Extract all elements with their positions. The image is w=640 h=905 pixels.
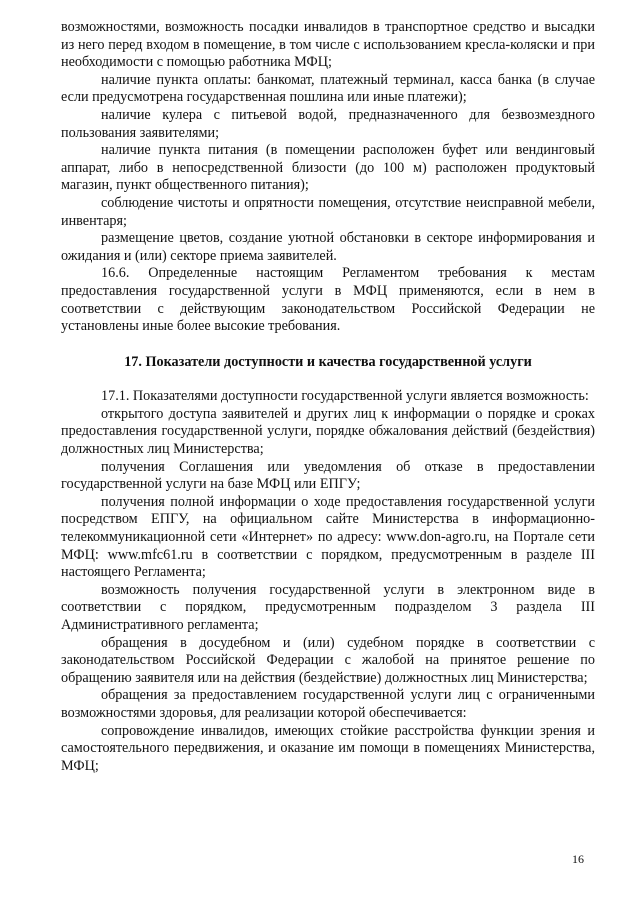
paragraph-16-6: 16.6. Определенные настоящим Регламентом требования к местам предоставления государственной услуги в МФЦ применяются, если в нем в соответствии с действующим законодательством Российской Федерации не установлены иные более высокие требования. bbox=[61, 265, 595, 335]
paragraph-food-point: наличие пункта питания (в помещении расположен буфет или вендинговый аппарат, либо в непосредственной близости (до 100 м) расположен продуктовый магазин, пункт общественного питания); bbox=[61, 142, 595, 194]
section-heading: 17. Показатели доступности и качества государственной услуги bbox=[124, 353, 532, 370]
paragraph-disabled-access: обращения за предоставлением государственной услуги лиц с ограниченными возможностями здоровья, для реализации которой обеспечивается: bbox=[61, 687, 595, 721]
paragraph-appeal: обращения в досудебном и (или) судебном порядке в соответствии с законодательством Российской Федерации с жалобой на принятое решение по обращению заявителя или на действия (бездействие) должностных лиц Министерства; bbox=[61, 634, 595, 686]
paragraph-payment-point: наличие пункта оплаты: банкомат, платежный терминал, касса банка (в случае если предусмотрена государственная пошлина или иные платежи); bbox=[61, 71, 595, 106]
paragraph-electronic: возможность получения государственной услуги в электронном виде в соответствии с порядком, предусмотренным подразделом 3 раздела III Административного регламента; bbox=[61, 581, 595, 633]
paragraph-cleanliness: соблюдение чистоты и опрятности помещения, отсутствие неисправной мебели, инвентаря; bbox=[61, 194, 595, 229]
paragraph-17-1: 17.1. Показателями доступности государственной услуги является возможность: bbox=[101, 388, 589, 405]
page-number: 16 bbox=[572, 852, 584, 866]
paragraph-continuation: возможностями, возможность посадки инвалидов в транспортное средство и высадки из него перед входом в помещение, в том числе с использованием кресла-коляски и при необходимости с помощью работника МФЦ; bbox=[61, 19, 595, 71]
paragraph-water-cooler: наличие кулера с питьевой водой, предназначенного для безвозмездного пользования заявителями; bbox=[61, 106, 595, 141]
paragraph-escort: сопровождение инвалидов, имеющих стойкие расстройства функции зрения и самостоятельного передвижения, и оказание им помощи в помещениях Министерства, МФЦ; bbox=[61, 722, 595, 774]
paragraph-open-access: открытого доступа заявителей и других лиц к информации о порядке и сроках предоставления государственной услуги, порядке обжалования действий (бездействия) должностных лиц Министерства; bbox=[61, 405, 595, 458]
paragraph-agreement: получения Соглашения или уведомления об отказе в предоставлении государственной услуги на базе МФЦ или ЕПГУ; bbox=[61, 458, 595, 493]
paragraph-flowers: размещение цветов, создание уютной обстановки в секторе информирования и ожидания и (или) секторе приема заявителей. bbox=[61, 230, 595, 264]
document-page bbox=[61, 19, 595, 775]
paragraph-full-info: получения полной информации о ходе предоставления государственной услуги посредством ЕПГУ, на официальном сайте Министерства в информационно-телекоммуникационной сети «Интернет» по адресу: www.don-agro.ru, на Портале сети МФЦ: www.mfc61.ru в соответствии с порядком, предусмотренным в разделе III настоящего Регламента; bbox=[61, 493, 595, 581]
